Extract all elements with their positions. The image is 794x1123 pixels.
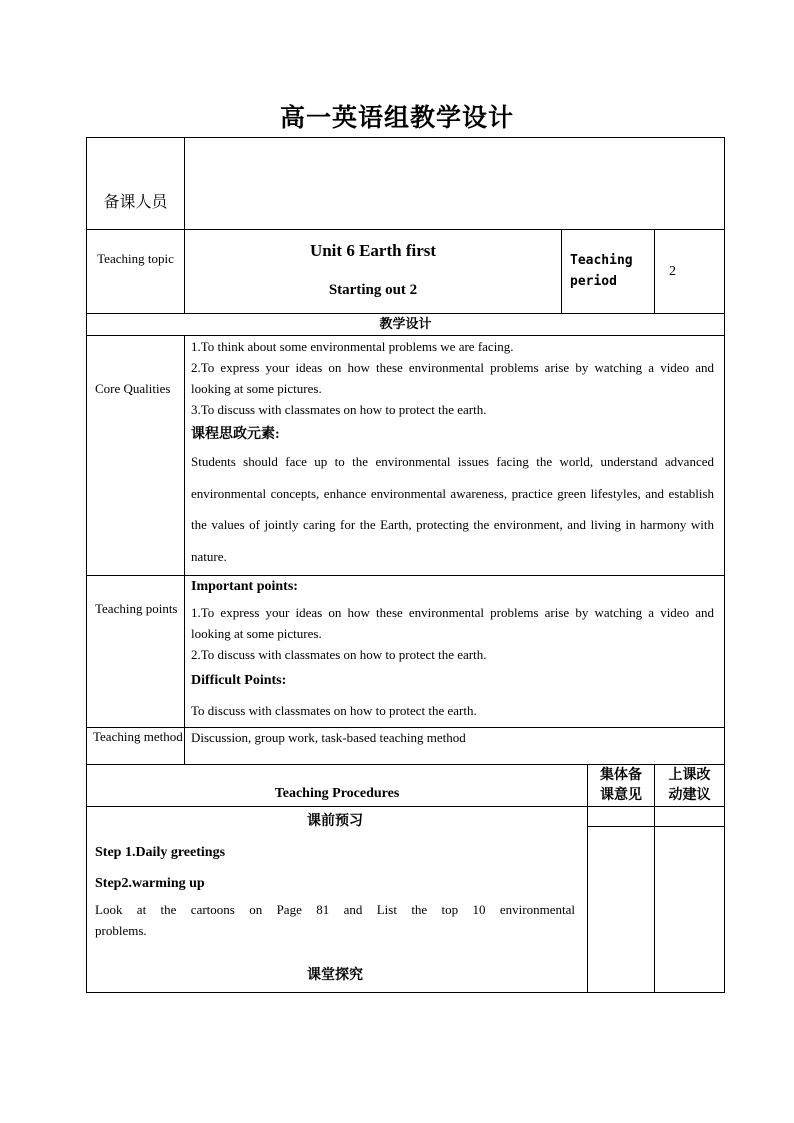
procedures-content	[87, 807, 588, 993]
document-title: 高一英语组教学设计	[279, 105, 514, 132]
procedures-header: Teaching Procedures	[87, 765, 588, 807]
lesson-title: Starting out 2	[328, 282, 418, 298]
step2-text: Look at the cartoons on Page 81 and List the top 10 environmental problems.	[95, 902, 575, 938]
topic-cell	[185, 230, 562, 314]
unit-title: Unit 6 Earth first	[309, 241, 437, 260]
period-label: Teaching period	[562, 230, 655, 314]
core-item: 1.To think about some environmental problems we are facing.	[191, 339, 514, 354]
explore-heading: 课堂探究	[307, 968, 363, 983]
period-value: 2	[655, 230, 725, 314]
group-opinion-cell[interactable]	[588, 827, 655, 993]
method-label: Teaching method	[87, 728, 185, 765]
core-item: 2.To express your ideas on how these environmental problems arise by watching a video and looking at some pictures.	[191, 360, 714, 396]
design-heading: 教学设计	[87, 314, 725, 336]
points-label: Teaching points	[87, 576, 185, 728]
preview-heading: 课前预习	[307, 814, 363, 829]
step2-heading: Step2.warming up	[95, 876, 205, 891]
difficult-heading: Difficult Points:	[191, 673, 287, 688]
topic-row	[87, 230, 725, 314]
points-content	[185, 576, 725, 728]
step1-heading: Step 1.Daily greetings	[95, 845, 226, 860]
preparer-value[interactable]	[185, 138, 725, 230]
lesson-plan-table	[86, 137, 725, 993]
method-row	[87, 728, 725, 765]
core-label: Core Qualities	[87, 336, 185, 576]
preparer-label: 备课人员	[87, 138, 185, 230]
group-opinion-top-cell	[588, 807, 655, 827]
core-item: 3.To discuss with classmates on how to protect the earth.	[191, 402, 487, 417]
procedures-header-row	[87, 765, 725, 807]
method-value: Discussion, group work, task-based teaching method	[185, 728, 725, 765]
topic-label: Teaching topic	[87, 230, 185, 314]
ideology-heading: 课程思政元素:	[191, 427, 280, 442]
revision-suggestion-cell[interactable]	[655, 827, 725, 993]
points-row	[87, 576, 725, 728]
ideology-text: Students should face up to the environmental issues facing the world, understand advanced environmental concepts, enhance environmental awareness, practice green lifestyles, and establish the values of jointly caring for the Earth, protecting the environment, and living in harmony with nature.	[191, 454, 714, 564]
core-row	[87, 336, 725, 576]
group-opinion-header: 集体备课意见	[588, 765, 655, 807]
procedures-top-row	[87, 807, 725, 827]
revision-suggestion-top-cell	[655, 807, 725, 827]
difficult-text: To discuss with classmates on how to protect the earth.	[191, 703, 477, 718]
important-item: 1.To express your ideas on how these environmental problems arise by watching a video and looking at some pictures.	[191, 605, 714, 641]
core-content	[185, 336, 725, 576]
design-heading-row	[87, 314, 725, 336]
revision-suggestion-header: 上课改动建议	[655, 765, 725, 807]
important-item: 2.To discuss with classmates on how to protect the earth.	[191, 647, 487, 662]
important-heading: Important points:	[191, 579, 298, 594]
preparer-row	[87, 138, 725, 230]
